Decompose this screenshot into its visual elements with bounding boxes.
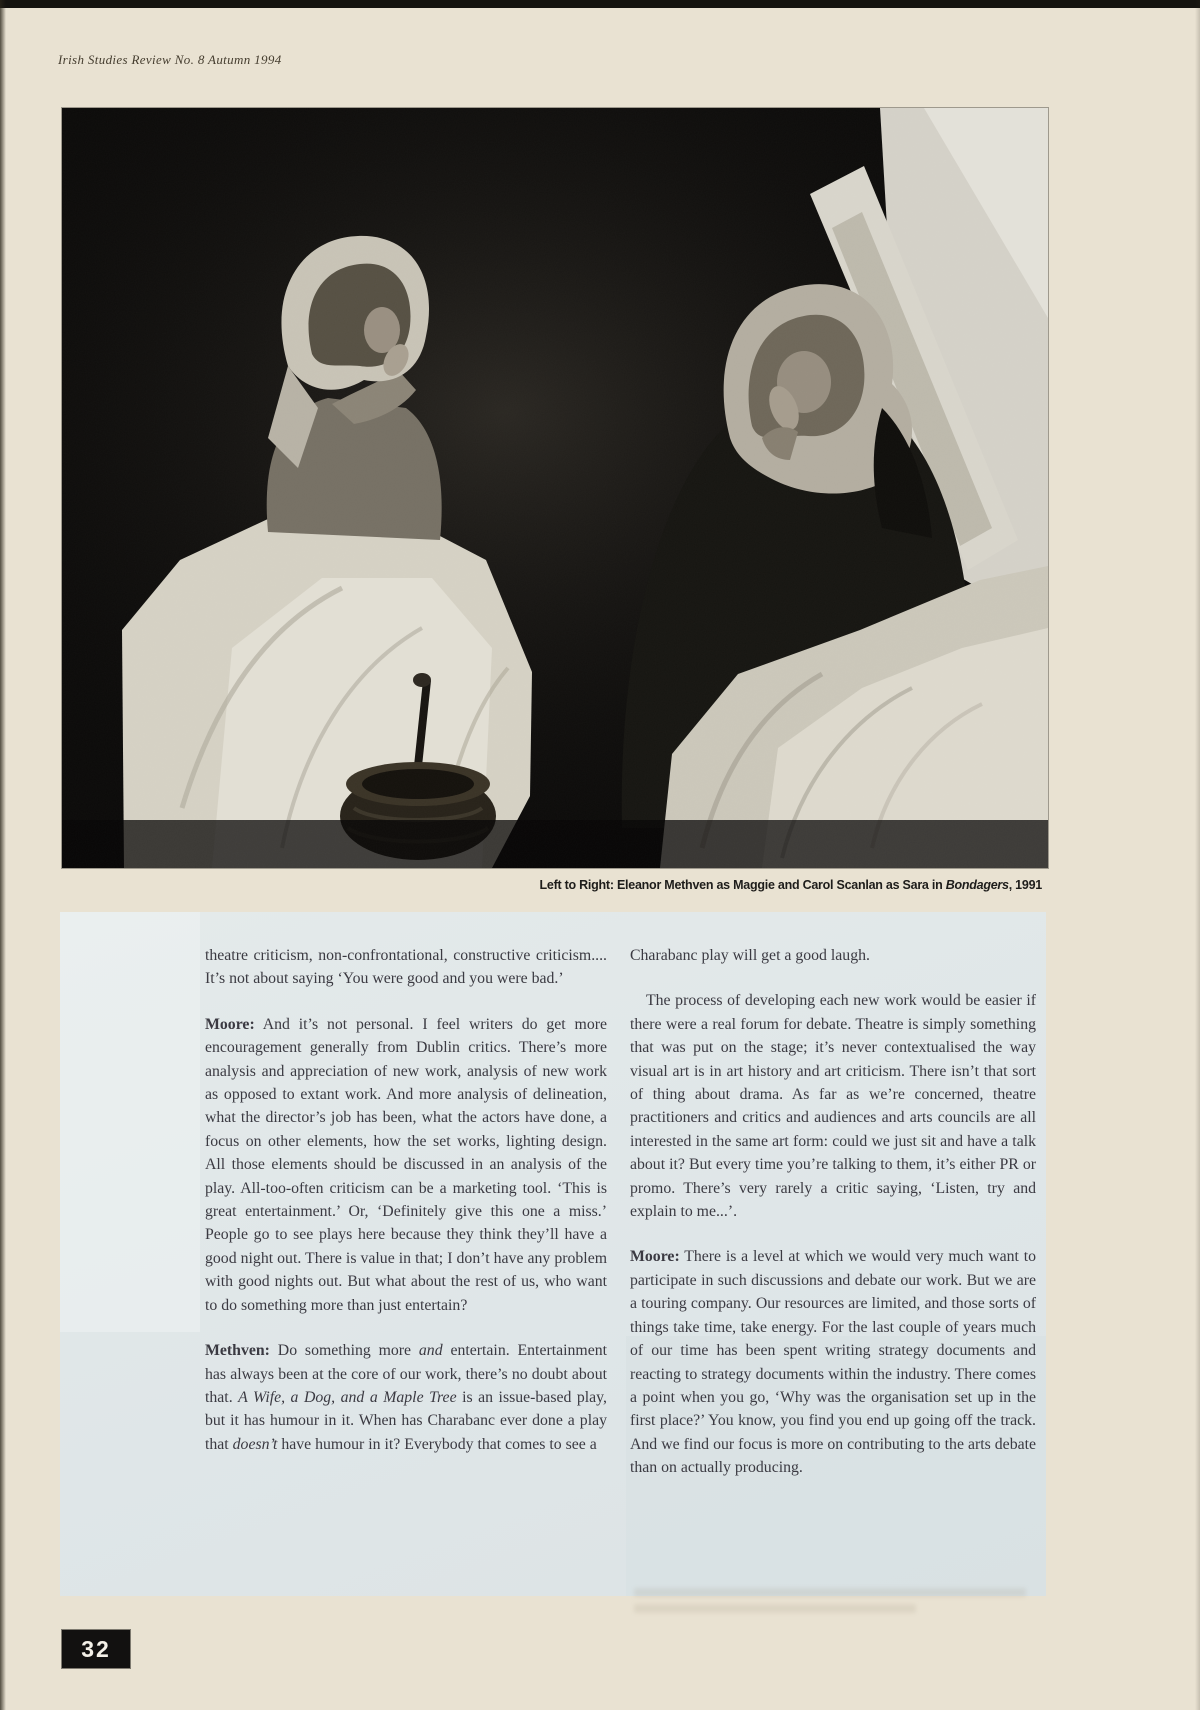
photo-caption <box>62 878 1042 892</box>
speaker-label: Methven: <box>205 1342 270 1360</box>
speaker-label: Moore: <box>630 1248 680 1266</box>
scan-edge-top <box>0 0 1200 8</box>
paragraph <box>630 989 1036 1223</box>
paragraph <box>630 1245 1036 1479</box>
paragraph <box>630 944 1036 967</box>
text-segment: is an issue-based play, but it has humour in it. When has Charabanc ever done a play that <box>205 1388 608 1453</box>
paragraph <box>205 1013 607 1317</box>
text-segment: have humour in it? Everybody that comes to see a <box>277 1435 597 1453</box>
caption-segment: Left to Right: Eleanor Methven as Maggie and Carol Scanlan as Sara in <box>539 878 946 892</box>
caption-segment: , 1991 <box>1008 878 1042 892</box>
text-segment: Do something more <box>269 1342 419 1360</box>
text-segment: entertain. Entertainment has always been at the core of our work, there’s no doubt about that. <box>205 1342 607 1406</box>
running-head: Irish Studies Review No. 8 Autumn 1994 <box>58 52 282 67</box>
text-segment: There is a level at which we would very much want to participate in such discussions and debate our work. But we are a touring company. Our resources are limited, and those sorts of things take time, take energy. For the last couple of years much of our time has been spent writing strategy documents and reacting to strategy documents within the industry. There comes a point when you go, ‘Why was the organisation set up in the first place?’ You know, you find you end up going off the track. And we find our focus is more on contributing to the arts debate than on actually producing. <box>630 1248 1036 1477</box>
speaker-label: Moore: <box>205 1015 255 1033</box>
caption-segment: Bondagers <box>945 878 1009 892</box>
film-grain <box>62 108 1048 868</box>
scan-edge-left <box>0 0 6 1710</box>
article-column-left <box>205 944 607 1478</box>
paragraph <box>205 944 607 991</box>
text-segment: Charabanc play will get a good laugh. <box>630 947 870 964</box>
bleed-through-text <box>634 1588 1026 1622</box>
text-segment: theatre criticism, non-confrontational, constructive criticism.... It’s not about saying ‘You were good and you were bad.’ <box>205 947 607 988</box>
scan-tint-patch <box>60 912 200 1332</box>
scan-edge-right <box>1195 0 1200 1710</box>
page-number: 32 <box>62 1630 130 1668</box>
paragraph <box>205 1339 607 1456</box>
article-column-right <box>630 944 1036 1502</box>
text-segment: A Wife, a Dog, and a Maple Tree <box>238 1388 457 1406</box>
text-segment: The process of developing each new work would be easier if there were a real forum for debate. Theatre is simply something that was put on the stage; it’s never contextualised the way visual art is in art history and art criticism. There isn’t that sort of thing about drama. As far as we’re concerned, theatre practitioners and critics and audiences and arts councils are all interested in the same art form: could we just sit and have a talk about it? But every time you’re talking to them, it’s either PR or promo. There’s very rarely a critic saying, ‘Listen, try and explain to me...’. <box>630 992 1036 1221</box>
text-segment: And it’s not personal. I feel writers do get more encouragement generally from Dublin critics. There’s more analysis and appreciation of new work, analysis of new work as opposed to extant work. And more analysis of delineation, what the director’s job has been, what the actors have done, a focus on other elements, how the set works, lighting design. All those elements should be discussed in an analysis of the play. All-too-often criticism can be a marketing tool. ‘This is great entertainment.’ Or, ‘Definitely give this one a miss.’ People go to see plays here because they think they’ll have a good night out. There is value in that; I don’t have any problem with good nights out. But what about the rest of us, who want to do something more than just entertain? <box>205 1015 607 1314</box>
text-segment: and <box>418 1342 443 1360</box>
text-segment: doesn’t <box>232 1435 278 1453</box>
production-photo-art <box>62 108 1048 868</box>
production-photo <box>62 108 1048 868</box>
